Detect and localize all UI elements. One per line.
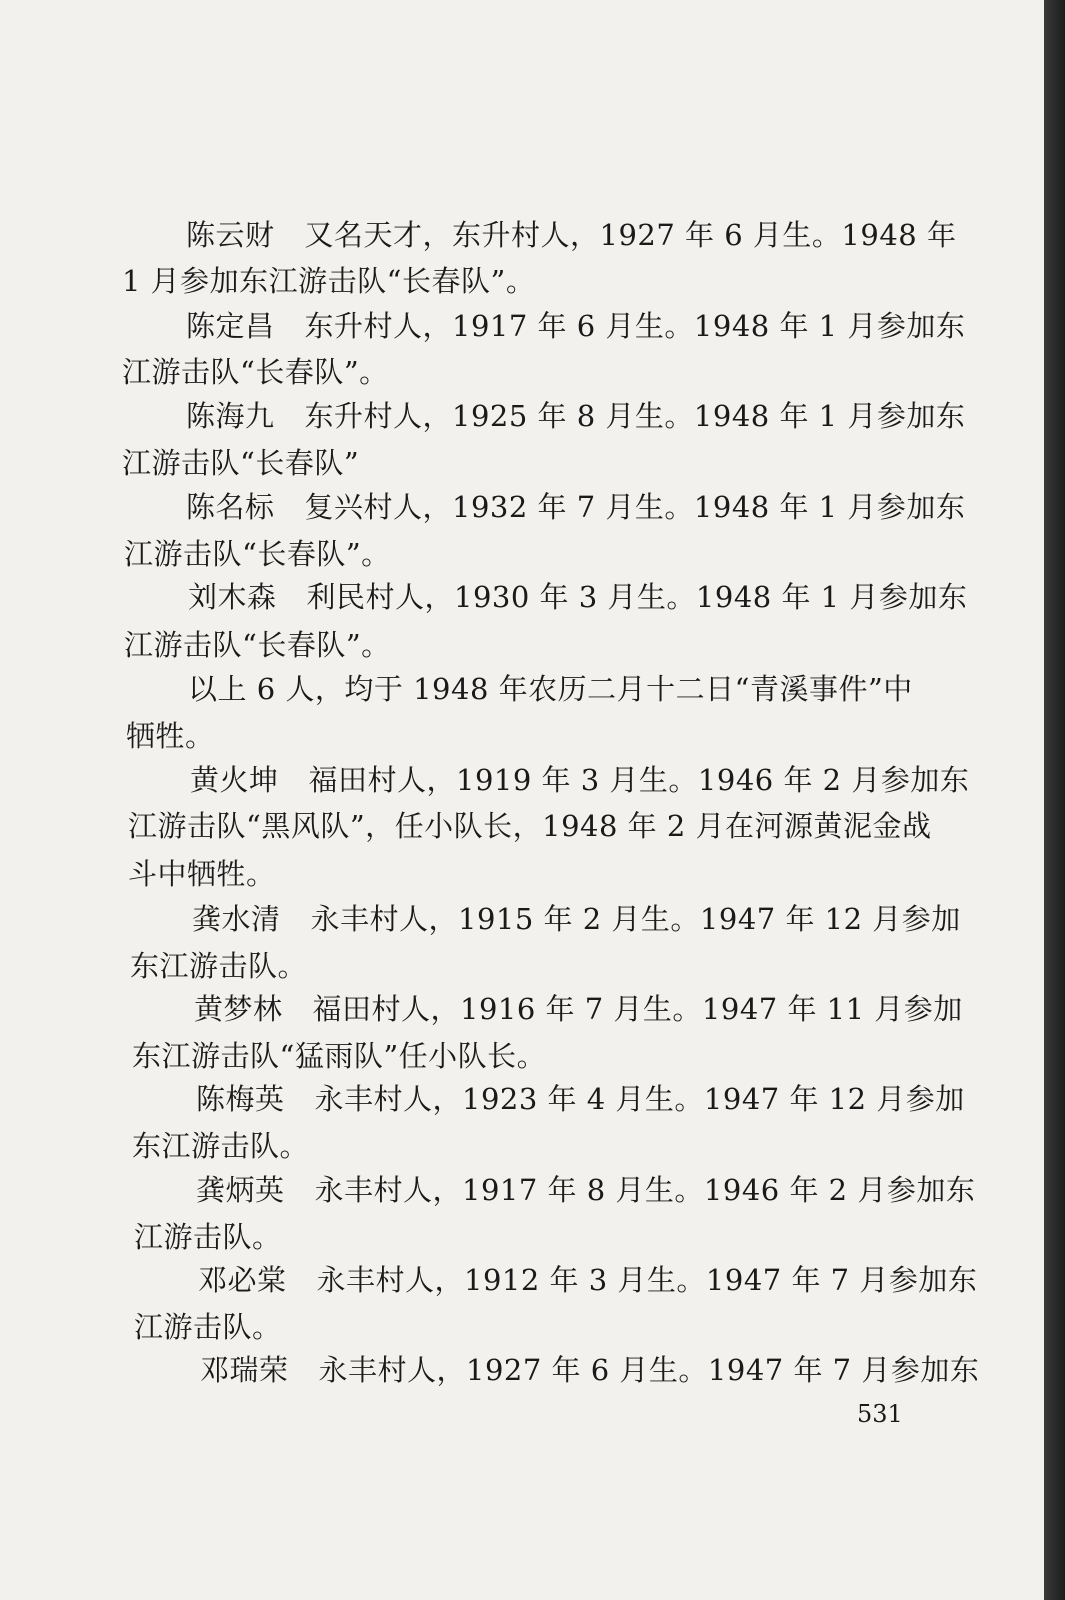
entry-continuation: 江游击队“长春队”。 xyxy=(124,628,391,662)
person-name: 陈云财 xyxy=(186,218,275,252)
entry-continuation: 东江游击队“猛雨队”任小队长。 xyxy=(132,1039,547,1073)
page-number: 531 xyxy=(857,1400,903,1428)
entry-line xyxy=(190,763,970,797)
entry-line xyxy=(186,490,966,524)
entry-line xyxy=(186,309,966,343)
person-name: 邓瑞荣 xyxy=(200,1353,289,1387)
entry-continuation: 1 月参加东江游击队“长春队”。 xyxy=(122,264,536,298)
person-name: 龚炳英 xyxy=(196,1173,285,1207)
entry-continuation: 江游击队。 xyxy=(134,1220,282,1254)
person-name: 陈定昌 xyxy=(186,309,275,343)
entry-continuation: 东江游击队。 xyxy=(132,1129,310,1163)
entry-line xyxy=(200,1353,980,1387)
entry-text: 利民村人，1930 年 3 月生。1948 年 1 月参加东 xyxy=(306,580,968,614)
entry-line xyxy=(196,1173,976,1207)
person-name: 陈名标 xyxy=(186,490,275,524)
person-name: 刘木森 xyxy=(188,580,277,614)
entry-continuation: 江游击队“长春队”。 xyxy=(124,537,391,571)
entry-text: 东升村人，1917 年 6 月生。1948 年 1 月参加东 xyxy=(304,309,966,343)
entry-text: 永丰村人，1915 年 2 月生。1947 年 12 月参加 xyxy=(310,902,961,936)
entry-text: 复兴村人，1932 年 7 月生。1948 年 1 月参加东 xyxy=(304,490,966,524)
entry-continuation: 斗中牺牲。 xyxy=(128,857,276,891)
entry-line xyxy=(198,1263,978,1297)
entry-text: 又名天才，东升村人，1927 年 6 月生。1948 年 xyxy=(304,218,957,252)
person-name: 陈海九 xyxy=(186,399,275,433)
person-name: 陈梅英 xyxy=(196,1082,285,1116)
entry-continuation: 江游击队“黑风队”，任小队长，1948 年 2 月在河源黄泥金战 xyxy=(128,809,932,843)
person-name: 黄梦林 xyxy=(194,992,283,1026)
entry-continuation: 江游击队“长春队” xyxy=(122,446,360,480)
entry-continuation: 江游击队“长春队”。 xyxy=(122,355,389,389)
summary-line: 以上 6 人，均于 1948 年农历二月十二日“青溪事件”中 xyxy=(188,672,913,706)
person-name: 邓必棠 xyxy=(198,1263,287,1297)
summary-continuation: 牺牲。 xyxy=(126,719,215,753)
entry-text: 东升村人，1925 年 8 月生。1948 年 1 月参加东 xyxy=(304,399,966,433)
entry-line xyxy=(196,1082,965,1116)
person-name: 黄火坤 xyxy=(190,763,279,797)
entry-line xyxy=(188,580,968,614)
entry-text: 永丰村人，1912 年 3 月生。1947 年 7 月参加东 xyxy=(316,1263,978,1297)
entry-continuation: 江游击队。 xyxy=(134,1310,282,1344)
scan-edge xyxy=(1044,0,1065,1600)
entry-text: 永丰村人，1923 年 4 月生。1947 年 12 月参加 xyxy=(314,1082,965,1116)
entry-line xyxy=(192,902,961,936)
entry-line xyxy=(194,992,963,1026)
entry-line xyxy=(186,218,957,252)
entry-line xyxy=(186,399,966,433)
entry-continuation: 东江游击队。 xyxy=(130,949,308,983)
entry-text: 福田村人，1919 年 3 月生。1946 年 2 月参加东 xyxy=(308,763,970,797)
entry-text: 永丰村人，1917 年 8 月生。1946 年 2 月参加东 xyxy=(314,1173,976,1207)
person-name: 龚水清 xyxy=(192,902,281,936)
entry-text: 永丰村人，1927 年 6 月生。1947 年 7 月参加东 xyxy=(318,1353,980,1387)
entry-text: 福田村人，1916 年 7 月生。1947 年 11 月参加 xyxy=(312,992,963,1026)
